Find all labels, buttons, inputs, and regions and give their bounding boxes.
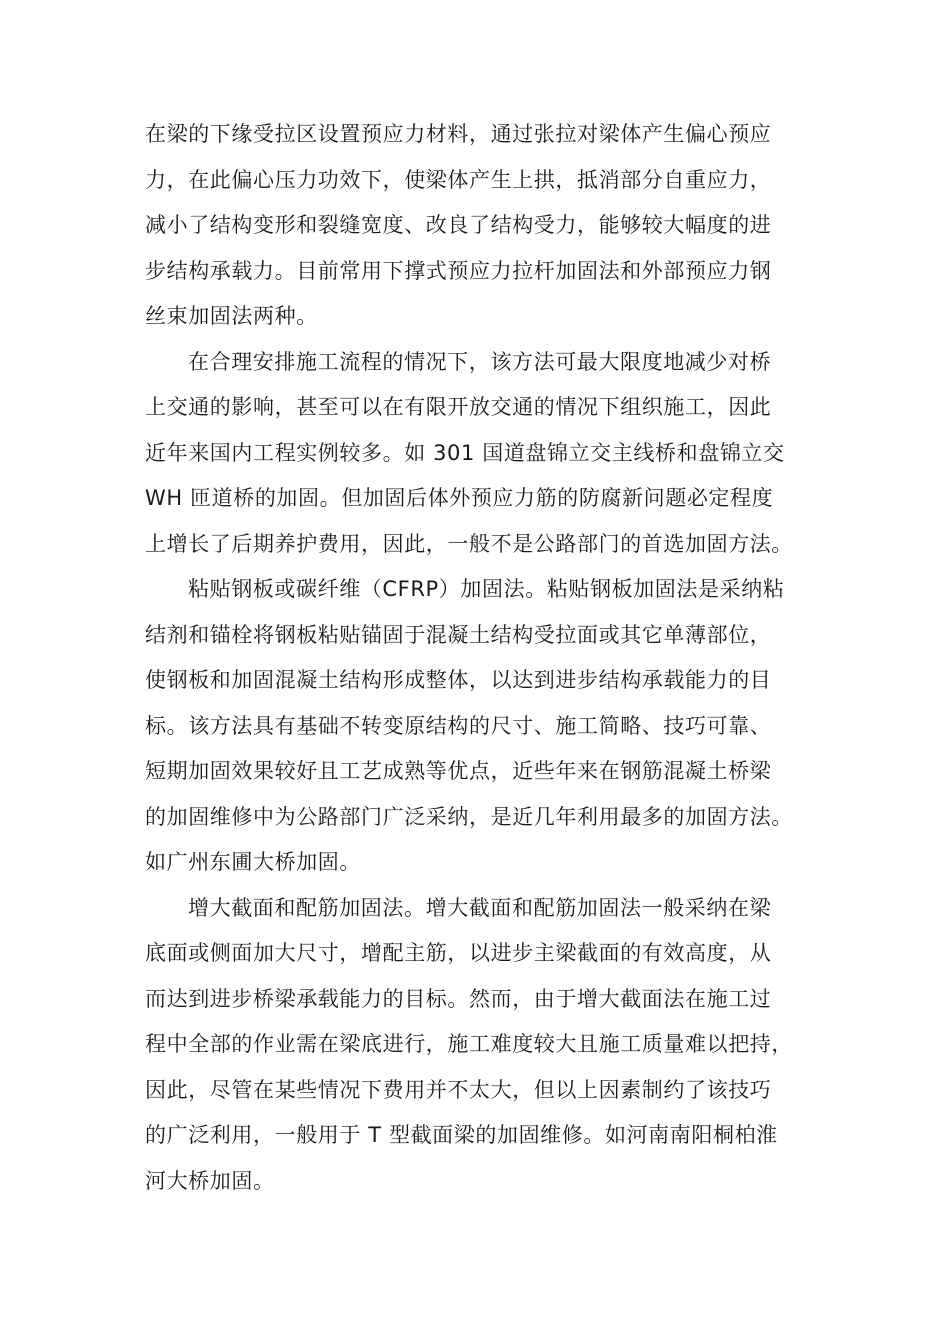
- text-line: 增大截面和配筋加固法。增大截面和配筋加固法一般采纳在梁: [188, 895, 772, 920]
- text-line: WH 匝道桥的加固。但加固后体外预应力筋的防腐新问题必定程度: [145, 486, 774, 510]
- text-line: 而达到进步桥梁承载能力的目标。然而，由于增大截面法在施工过: [145, 986, 772, 1011]
- text-line: 上交通的影响，甚至可以在有限开放交通的情况下组织施工，因此: [145, 395, 772, 419]
- text-line: 在合理安排施工流程的情况下，该方法可最大限度地减少对桥: [188, 349, 772, 374]
- text-line: 力，在此偏心压力功效下，使梁体产生上拱，抵消部分自重应力，: [145, 167, 772, 192]
- text-line: 河大桥加固。: [145, 1168, 275, 1193]
- text-line: 短期加固效果较好且工艺成熟等优点，近些年来在钢筋混凝土桥梁: [145, 759, 772, 783]
- text-line: 标。该方法具有基础不转变原结构的尺寸、施工简略、技巧可靠、: [145, 713, 772, 738]
- text-line: 的广泛利用，一般用于 T 型截面梁的加固维修。如河南南阳桐柏淮: [145, 1123, 778, 1147]
- paragraph-prestress-method: [145, 112, 835, 340]
- text-line: 粘贴钢板或碳纤维（CFRP）加固法。粘贴钢板加固法是采纳粘: [188, 577, 785, 601]
- paragraph-steel-plate-cfrp: [145, 567, 835, 886]
- text-line: 上增长了后期养护费用，因此，一般不是公路部门的首选加固方法。: [145, 531, 793, 556]
- text-line: 丝束加固法两种。: [145, 304, 318, 328]
- text-line: 结剂和锚栓将钢板粘贴锚固于混凝土结构受拉面或其它单薄部位，: [145, 622, 772, 647]
- text-line: 减小了结构变形和裂缝宽度、改良了结构受力，能够较大幅度的进: [145, 213, 772, 237]
- text-line: 因此，尽管在某些情况下费用并不太大，但以上因素制约了该技巧: [145, 1077, 772, 1102]
- text-line: 近年来国内工程实例较多。如 301 国道盘锦立交主线桥和盘锦立交: [145, 440, 785, 465]
- paragraph-section-enlargement: [145, 886, 835, 1205]
- text-line: 如广州东圃大桥加固。: [145, 850, 361, 874]
- text-line: 步结构承载力。目前常用下撑式预应力拉杆加固法和外部预应力钢: [145, 258, 772, 283]
- text-line: 在梁的下缘受拉区设置预应力材料，通过张拉对梁体产生偏心预应: [145, 122, 772, 146]
- body-text: [145, 112, 835, 1204]
- text-line: 的加固维修中为公路部门广泛采纳，是近几年利用最多的加固方法。: [145, 804, 793, 829]
- text-line: 使钢板和加固混凝土结构形成整体，以达到进步结构承载能力的目: [145, 668, 772, 692]
- paragraph-construction-traffic: [145, 340, 835, 568]
- text-line: 程中全部的作业需在梁底进行，施工难度较大且施工质量难以把持，: [145, 1032, 793, 1056]
- text-line: 底面或侧面加大尺寸，增配主筋，以进步主梁截面的有效高度，从: [145, 941, 772, 965]
